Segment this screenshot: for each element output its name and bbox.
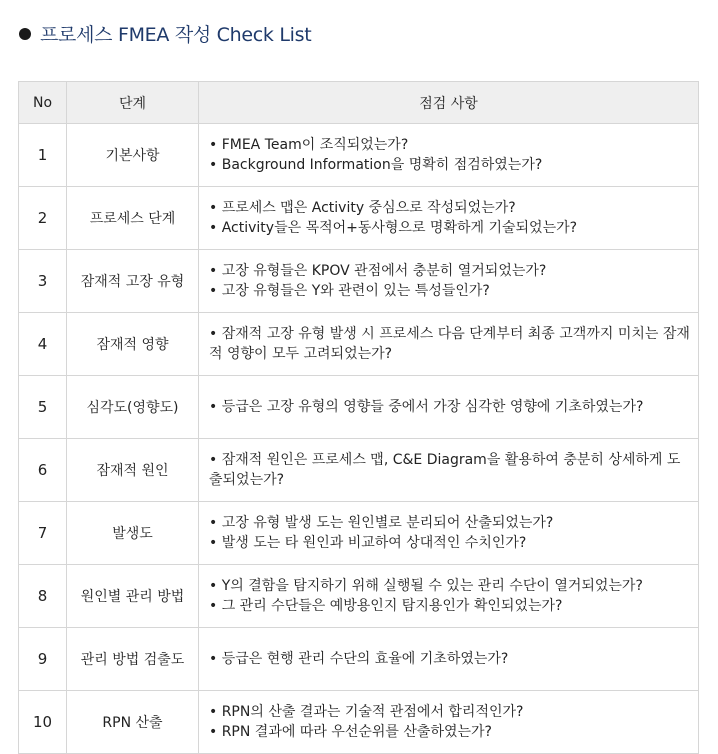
check-item: • 고장 유형들은 KPOV 관점에서 충분히 열거되었는가? (209, 263, 547, 279)
row-stage: 기본사항 (67, 124, 199, 187)
row-stage: 발생도 (67, 502, 199, 565)
table-row (19, 565, 699, 628)
page-title: 프로세스 FMEA 작성 Check List (40, 24, 312, 46)
check-item: • 잠재적 원인은 프로세스 맵, C&E Diagram을 활용하여 충분히 상세하게 도출되었는가? (209, 452, 681, 488)
table-row (19, 313, 699, 376)
row-items (199, 250, 699, 313)
header-stage: 단계 (67, 82, 199, 124)
check-item: • 발생 도는 타 원인과 비교하여 상대적인 수치인가? (209, 535, 527, 551)
check-item: • Activity들은 목적어+동사형으로 명확하게 기술되었는가? (209, 220, 578, 236)
row-stage: 원인별 관리 방법 (67, 565, 199, 628)
table-row (19, 691, 699, 754)
bullet-icon (19, 28, 31, 40)
check-item: • Y의 결함을 탐지하기 위해 실행될 수 있는 관리 수단이 열거되었는가? (209, 578, 643, 594)
check-item: • RPN의 산출 결과는 기술적 관점에서 합리적인가? (209, 704, 524, 720)
table-header-row (19, 82, 699, 124)
row-no: 3 (19, 250, 67, 313)
check-item: • RPN 결과에 따라 우선순위를 산출하였는가? (209, 724, 492, 740)
header-no: No (19, 82, 67, 124)
row-no: 5 (19, 376, 67, 439)
row-no: 8 (19, 565, 67, 628)
row-items (199, 439, 699, 502)
row-no: 9 (19, 628, 67, 691)
table-row (19, 502, 699, 565)
row-stage: 심각도(영향도) (67, 376, 199, 439)
row-no: 2 (19, 187, 67, 250)
check-item: • FMEA Team이 조직되었는가? (209, 137, 409, 153)
row-stage: 잠재적 원인 (67, 439, 199, 502)
row-stage: 프로세스 단계 (67, 187, 199, 250)
row-items (199, 565, 699, 628)
check-item: • 등급은 현행 관리 수단의 효율에 기초하였는가? (209, 651, 509, 667)
row-items (199, 187, 699, 250)
check-item: • 그 관리 수단들은 예방용인지 탐지용인가 확인되었는가? (209, 598, 563, 614)
row-no: 1 (19, 124, 67, 187)
table-row (19, 250, 699, 313)
row-stage: RPN 산출 (67, 691, 199, 754)
table-row (19, 439, 699, 502)
row-items (199, 313, 699, 376)
table-row (19, 187, 699, 250)
checklist-table (18, 81, 699, 754)
check-item: • 고장 유형들은 Y와 관련이 있는 특성들인가? (209, 283, 490, 299)
row-no: 6 (19, 439, 67, 502)
row-items (199, 124, 699, 187)
table-row (19, 376, 699, 439)
header-items: 점검 사항 (199, 82, 699, 124)
row-no: 4 (19, 313, 67, 376)
row-no: 7 (19, 502, 67, 565)
table-row (19, 628, 699, 691)
row-stage: 관리 방법 검출도 (67, 628, 199, 691)
check-item: • 등급은 고장 유형의 영향들 중에서 가장 심각한 영향에 기초하였는가? (209, 399, 644, 415)
row-stage: 잠재적 고장 유형 (67, 250, 199, 313)
row-items (199, 691, 699, 754)
check-item: • 고장 유형 발생 도는 원인별로 분리되어 산출되었는가? (209, 515, 554, 531)
row-items (199, 376, 699, 439)
check-item: • 잠재적 고장 유형 발생 시 프로세스 다음 단계부터 최종 고객까지 미치는 잠재적 영향이 모두 고려되었는가? (209, 326, 690, 362)
row-items (199, 502, 699, 565)
row-stage: 잠재적 영향 (67, 313, 199, 376)
row-no: 10 (19, 691, 67, 754)
check-item: • 프로세스 맵은 Activity 중심으로 작성되었는가? (209, 200, 516, 216)
title-row (19, 20, 311, 47)
table-row (19, 124, 699, 187)
row-items (199, 628, 699, 691)
check-item: • Background Information을 명확히 점검하였는가? (209, 157, 543, 173)
